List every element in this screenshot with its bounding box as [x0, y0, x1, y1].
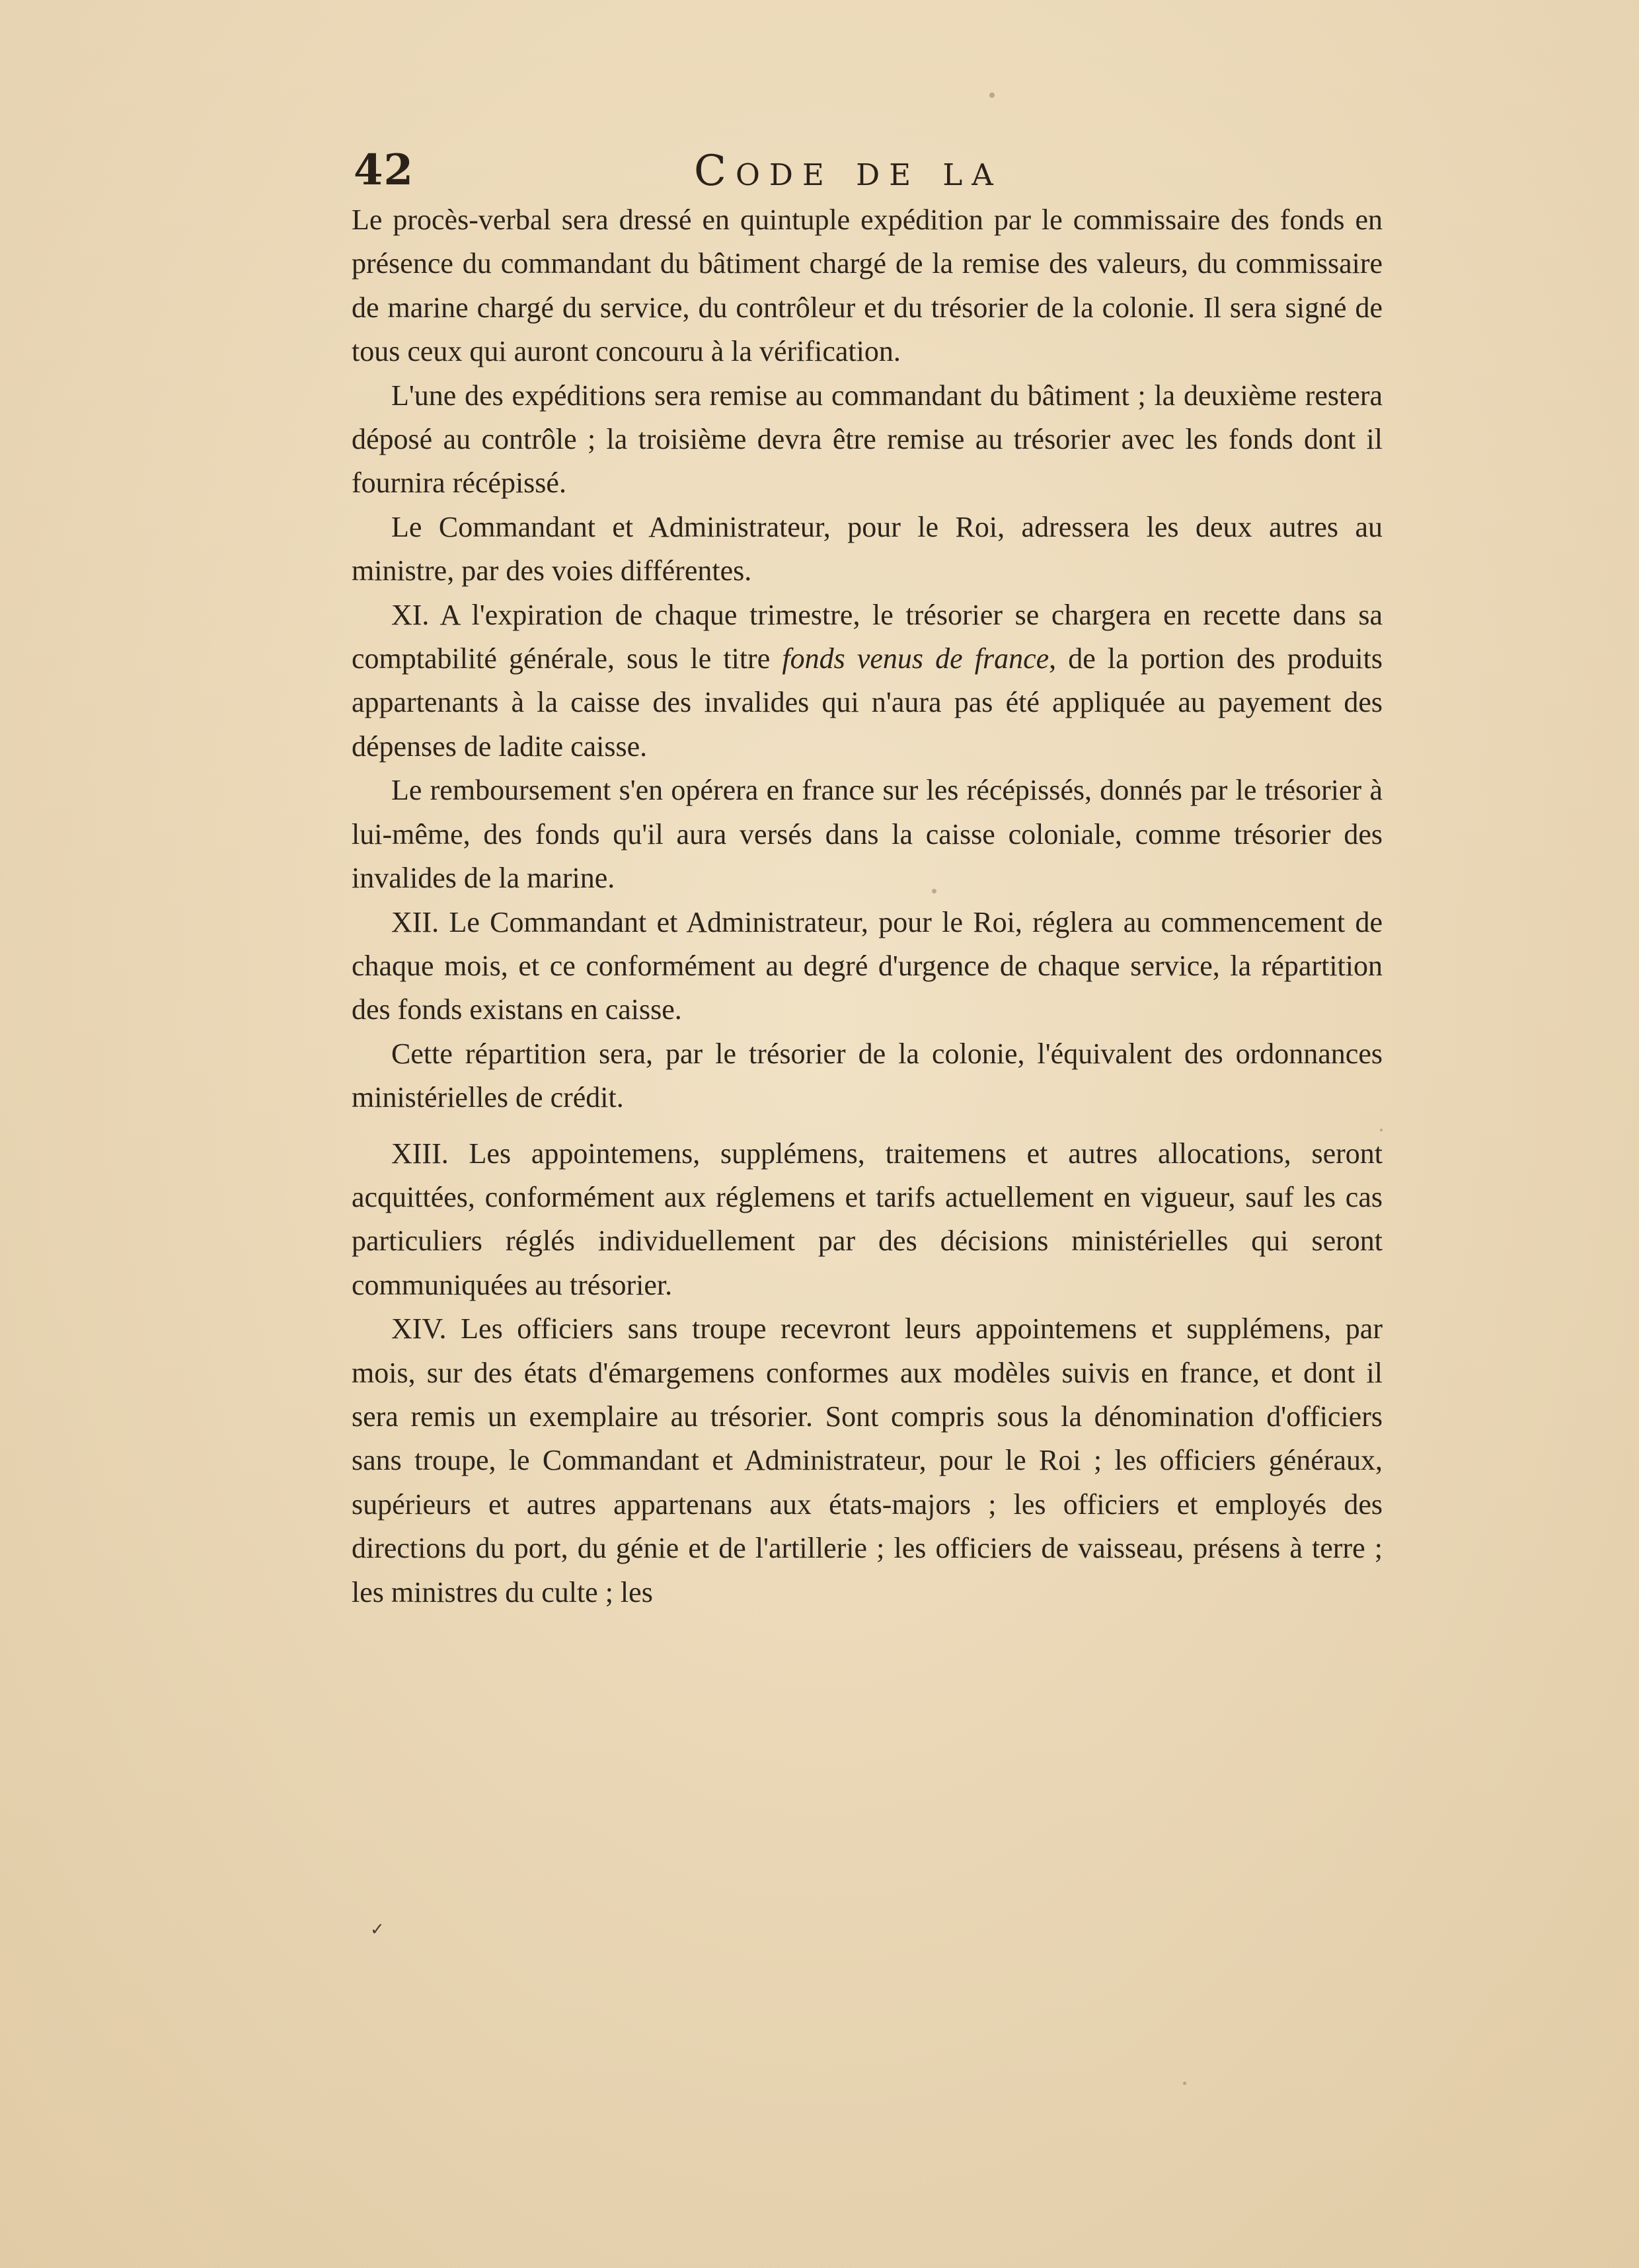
paper-speck	[989, 93, 995, 98]
running-head: Code de la	[694, 147, 1003, 196]
article-xiii	[352, 1132, 1383, 1308]
italic-term: fonds venus de france	[782, 642, 1049, 675]
paragraph-expeditions	[352, 374, 1383, 506]
paragraph-text: A l'expiration de chaque trimestre, le trésorier se chargera en recette dans sa comptabilité générale, sous le titre	[352, 598, 1383, 675]
page-number: 42	[354, 145, 414, 195]
paragraph-text: Les appointemens, supplémens, traitemens et autres allocations, seront acquittées, conformément aux réglemens et tarifs actuellement en vigueur, sauf les cas particuliers réglés individuellement par des décisions ministérielles qui seront communiquées au trésorier.	[352, 1137, 1383, 1301]
paper-speck	[1183, 2082, 1186, 2085]
body-text	[352, 198, 1383, 1614]
paragraph-text: , de la portion des produits appartenants à la caisse des invalides qui n'aura pas été appliquée au payement des dépenses de ladite caisse.	[352, 642, 1383, 763]
article-number: XI.	[391, 598, 430, 631]
article-xiv	[352, 1307, 1383, 1614]
corner-mark: ✓	[370, 1920, 385, 1940]
paragraph-text: Le procès-verbal sera dressé en quintuple expédition par le commissaire des fonds en présence du commandant du bâtiment chargé de la remise des valeurs, du commissaire de marine chargé du service, du contrôleur et du trésorier de la colonie. Il sera signé de tous ceux qui auront concouru à la vérification.	[352, 204, 1383, 368]
paragraph-remboursement	[352, 769, 1383, 900]
article-number: XIV.	[391, 1312, 447, 1345]
article-number: XIII.	[391, 1137, 449, 1170]
paragraph-repartition	[352, 1032, 1383, 1120]
paragraph-text: Les officiers sans troupe recevront leurs appointemens et supplémens, par mois, sur des états d'émargemens conformes aux modèles suivis en france, et dont il sera remis un exemplaire au trésorier. Sont compris sous la dénomination d'officiers sans troupe, le Commandant et Administrateur, pour le Roi ; les officiers généraux, supérieurs et autres appartenans aux états-majors ; les officiers et employés des directions du port, du génie et de l'artillerie ; les officiers de vaisseau, présens à terre ; les ministres du culte ; les	[352, 1312, 1383, 1608]
paragraph-text: Cette répartition sera, par le trésorier de la colonie, l'équivalent des ordonnances ministérielles de crédit.	[352, 1037, 1383, 1114]
article-xii	[352, 901, 1383, 1032]
article-xi	[352, 593, 1383, 769]
article-number: XII.	[391, 905, 439, 938]
paragraph-text: Le remboursement s'en opérera en france sur les récépissés, donnés par le trésorier à lui-même, des fonds qu'il aura versés dans la caisse coloniale, comme trésorier des invalides de la marine.	[352, 774, 1383, 895]
paragraph-text: Le Commandant et Administrateur, pour le Roi, réglera au commencement de chaque mois, et ce conformément au degré d'urgence de chaque service, la répartition des fonds existans en caisse.	[352, 905, 1383, 1026]
paragraph-proces-verbal	[352, 198, 1383, 374]
paragraph-text: Le Commandant et Administrateur, pour le Roi, adressera les deux autres au ministre, par des voies différentes.	[352, 510, 1383, 587]
paragraph-commandant	[352, 506, 1383, 593]
paragraph-text: L'une des expéditions sera remise au commandant du bâtiment ; la deuxième restera déposé au contrôle ; la troisième devra être remise au trésorier avec les fonds dont il fournira récépissé.	[352, 379, 1383, 500]
